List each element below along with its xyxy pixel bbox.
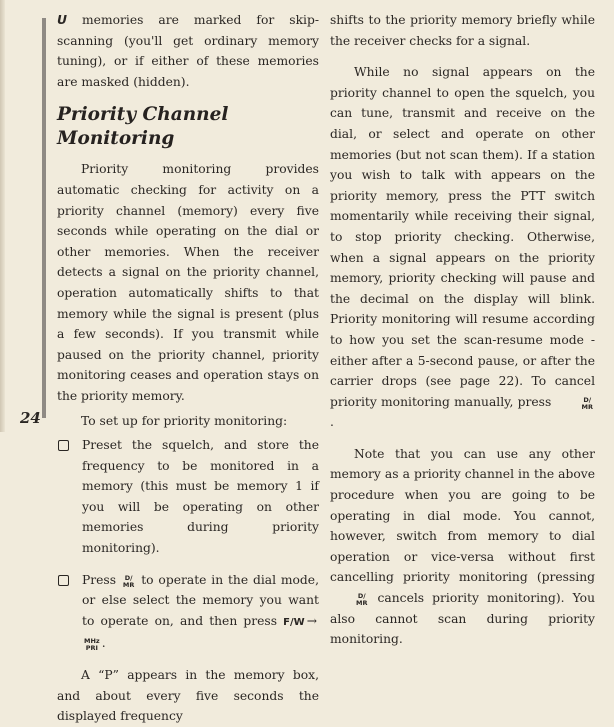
priority-paragraph: Priority monitoring provides automatic checking for activity on a priority channel (memory) every five seconds while operating on the dial or other memories. When the receiver detects a signal on the priority channel, operation automatically shifts to that memory while the signal is present (plus a few seconds). If you transmit while paused on the priority channel, priority monitoring ceases and operation stays on the priority memory. bbox=[57, 162, 319, 403]
dmr-key-top: D/ bbox=[357, 592, 366, 601]
dmr-key-icon bbox=[558, 397, 593, 411]
step-1-text: Preset the squelch, and store the frequency to be monitored in a memory (this must be memory 1 if you will be operating on other memories during priority monitoring). bbox=[82, 438, 319, 556]
mhz-key-top: MHz bbox=[84, 637, 100, 646]
page-number: 24 bbox=[20, 409, 41, 427]
checkbox-icon bbox=[58, 440, 69, 451]
dmr-key-bottom: MR bbox=[122, 580, 135, 589]
margin-bar bbox=[42, 18, 46, 418]
mhz-key-icon bbox=[84, 638, 100, 652]
skip-symbol: U bbox=[57, 13, 67, 27]
dmr-key-bottom: MR bbox=[581, 402, 593, 411]
arrow-icon: → bbox=[306, 613, 317, 628]
step-1 bbox=[57, 435, 319, 559]
dmr-key-icon bbox=[123, 575, 134, 589]
step-2 bbox=[57, 570, 319, 654]
section-heading: Priority Channel Monitoring bbox=[57, 104, 229, 150]
intro-text: memories are marked for skip-scanning (you'll get ordinary memory tuning), or if either of these memories are masked (hidden). bbox=[57, 13, 319, 89]
no-signal-paragraph bbox=[330, 62, 595, 433]
note-paragraph bbox=[330, 444, 595, 650]
checkbox-icon bbox=[58, 575, 69, 586]
left-column bbox=[57, 10, 319, 727]
note-text-b: cancels priority monitoring). You also cannot scan during priority monitoring. bbox=[330, 591, 595, 647]
dmr-key-top: D/ bbox=[583, 395, 592, 404]
mhz-key-bottom: PRI bbox=[85, 644, 98, 653]
dmr-key-top: D/ bbox=[124, 573, 133, 582]
dmr-key-icon bbox=[332, 593, 367, 607]
step-2-text-a: Press bbox=[82, 572, 121, 587]
binding-gutter bbox=[0, 0, 5, 432]
p-indicator-paragraph: A “P” appears in the memory box, and about every five seconds the displayed frequency bbox=[57, 668, 319, 724]
setup-intro: To set up for priority monitoring: bbox=[81, 413, 288, 428]
right-column bbox=[330, 10, 595, 650]
step-2-text-c: . bbox=[101, 636, 106, 651]
no-signal-text: While no signal appears on the priority channel to open the squelch, you can tune, transmit and receive on the dial, or select and operate on other memories (but not scan them). If a station you wish to talk with appears on the priority memory, press the PTT switch momentarily while receiving their signal, to stop priority checking. Otherwise, when a signal appears on the priority memory, priority checking will pause and the decimal on the display will blink. Priority monitoring will resume according to how you set the scan-resume mode - either after a 5-second pause, or after the carrier drops (see page 22). To cancel priority monitoring manually, press bbox=[330, 65, 595, 409]
continued-paragraph: shifts to the priority memory briefly while the receiver checks for a signal. bbox=[330, 13, 595, 48]
no-signal-text-end: . bbox=[330, 415, 334, 430]
intro-paragraph bbox=[57, 10, 319, 92]
step-2-text-b: to operate in the dial mode, or else select the memory you want to operate on, and then press bbox=[82, 572, 319, 628]
note-text-a: Note that you can use any other memory as a priority channel in the above procedure when you are going to be operating in dial mode. You cannot, however, switch from memory to dial operation or vice-versa without first cancelling priority monitoring (pressing bbox=[330, 446, 595, 585]
dmr-key-bottom: MR bbox=[356, 599, 368, 608]
fw-key-icon: F/W bbox=[283, 616, 305, 628]
